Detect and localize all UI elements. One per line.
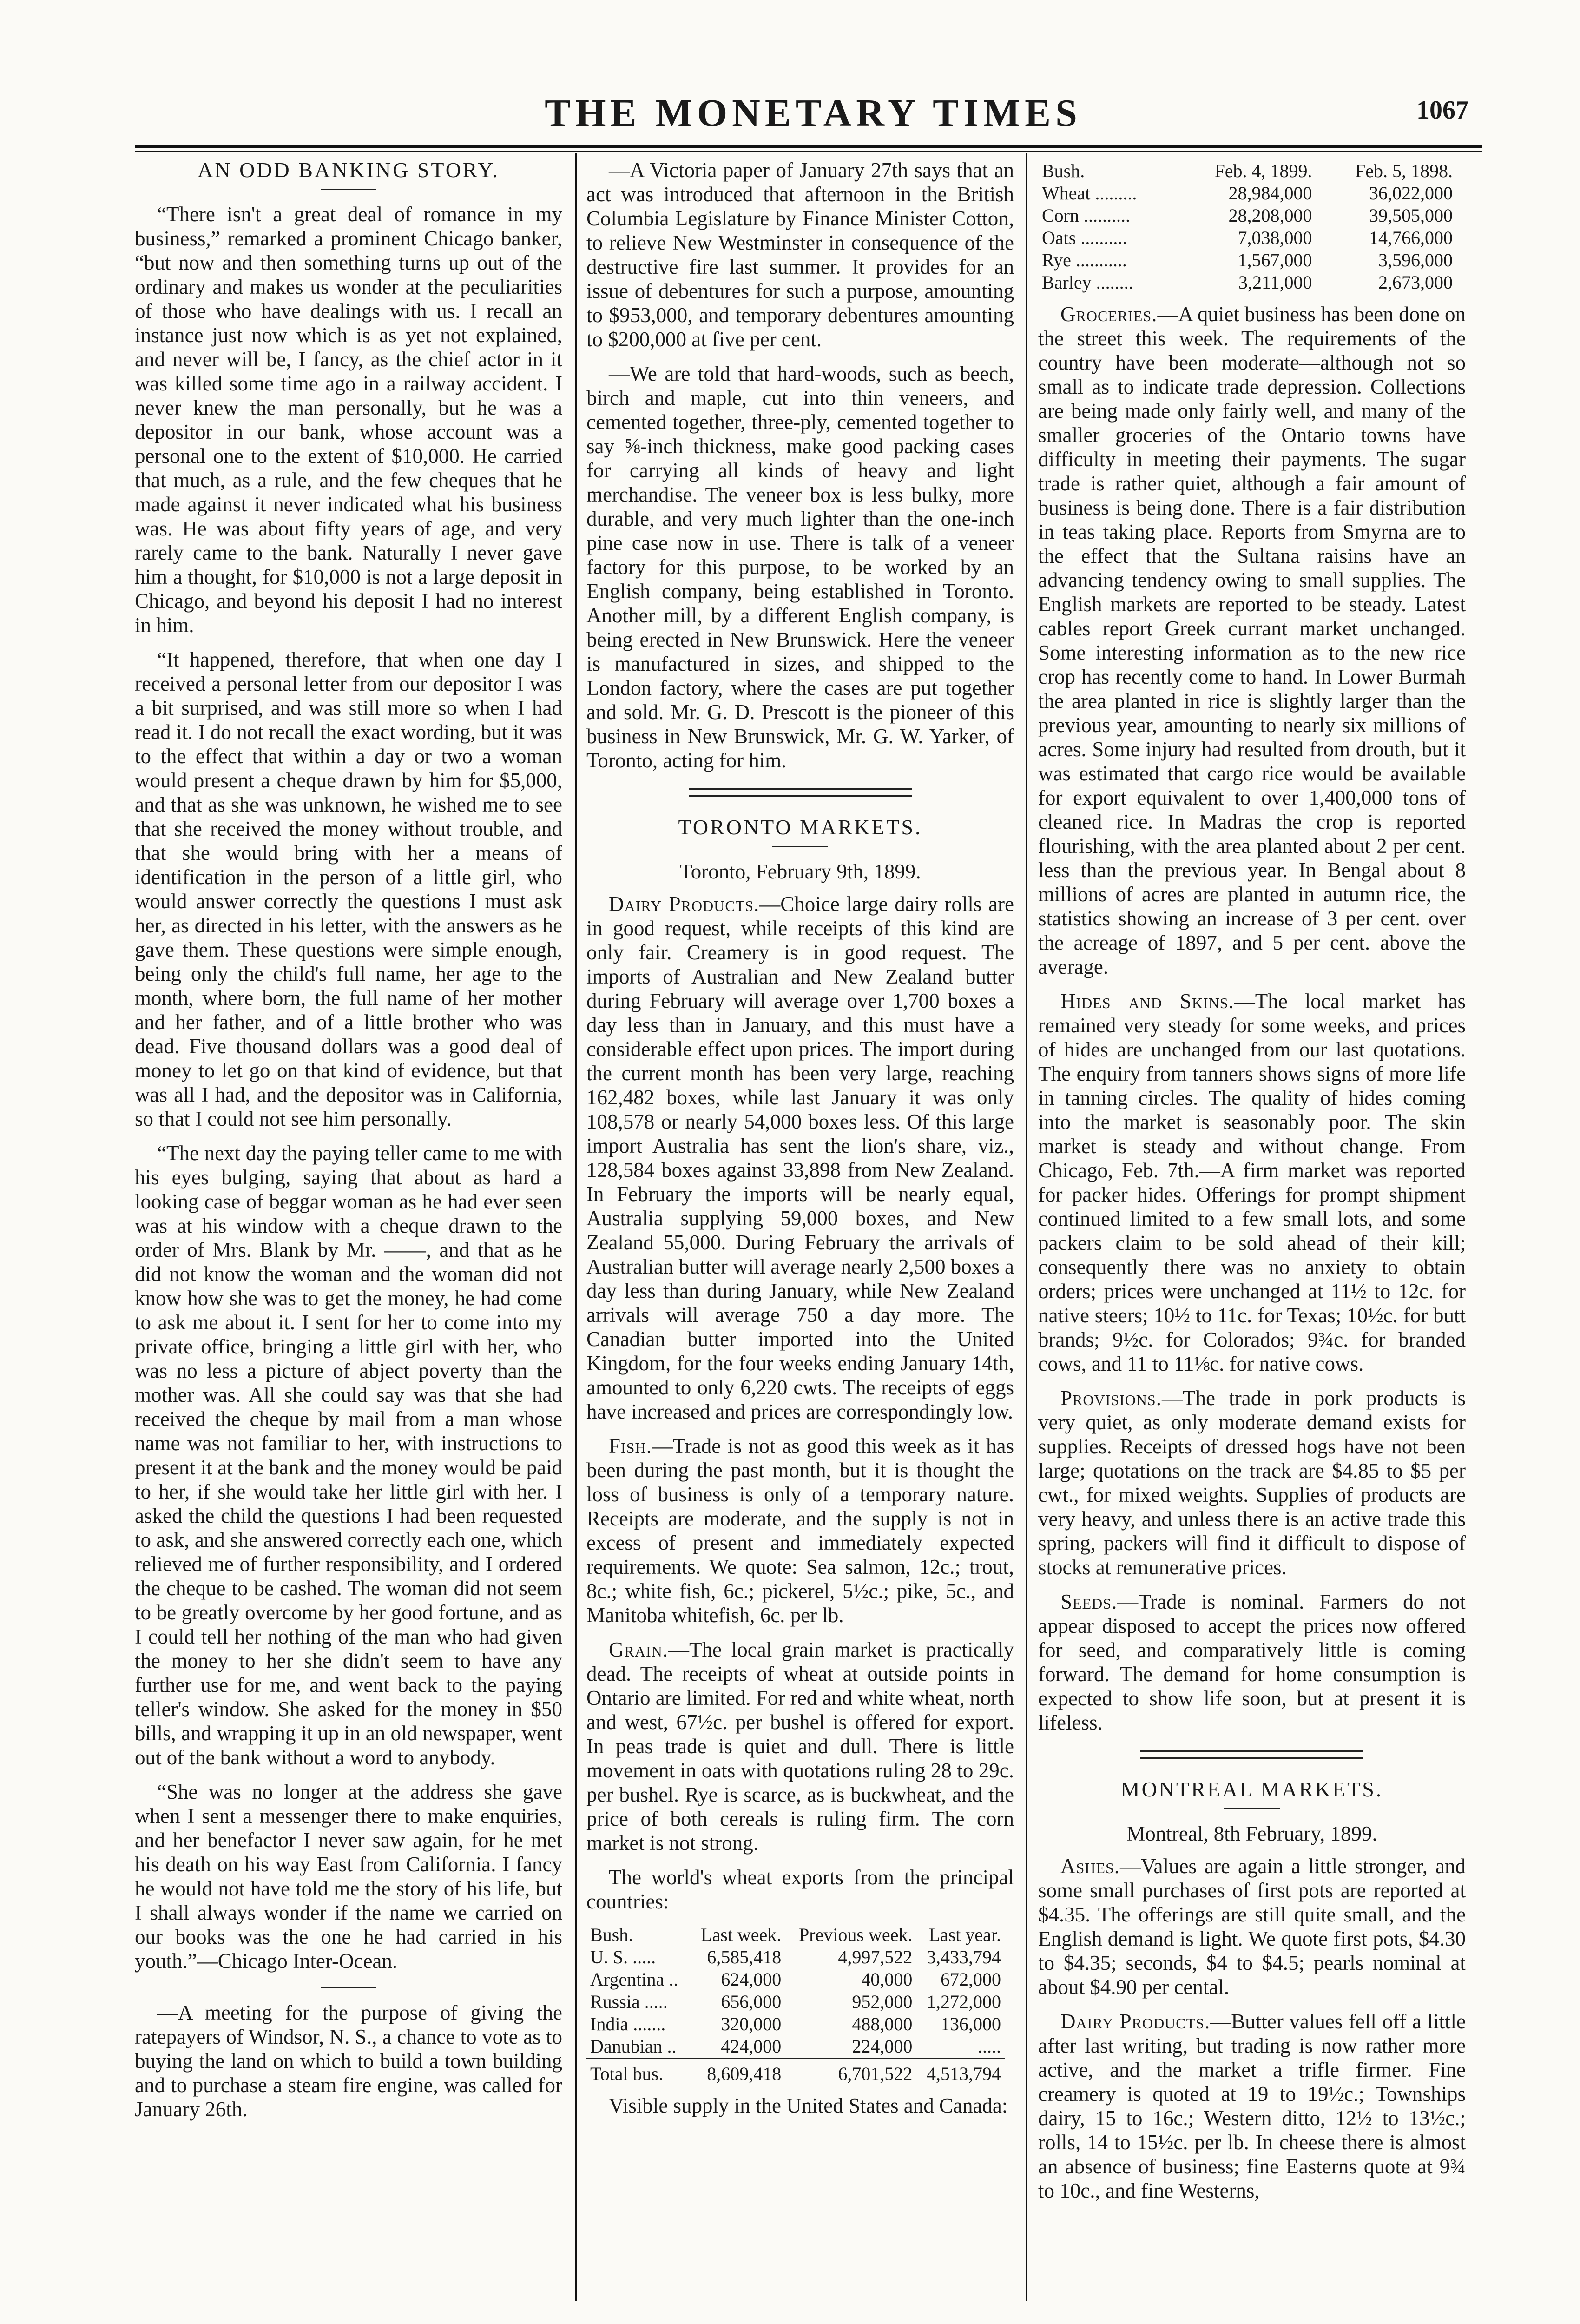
market-text: —Values are again a little stronger, and some small purchases of first pots are reported at $4.35. The offerings are still quite small, and the English demand is light. We quote first pots, $4.30 to $4.35; seconds, $4 to $4.5; pearls nominal at about $4.90 per cental. xyxy=(1038,1855,1466,1999)
market-report xyxy=(1038,1854,1466,1999)
market-text: —A quiet business has been done on the street this week. The requirements of the country have been moderate—although not so small as to indicate trade depression. Collections are being made only fairly well, and many of the smaller groceries of the Ontario towns have difficulty in meeting their payments. The sugar trade is rather quiet, although a fair amount of business is being done. There is a fair distribution in teas taking place. Reports from Smyrna are to the effect that the Sultana raisins have an advancing tendency owing to small supplies. The English markets are reported to be steady. Latest cables report Greek currant market unchanged. Some interesting information as to the new rice crop has recently come to hand. In Lower Burmah the area planted in rice is slightly larger than the previous year, amounting to nearly six millions of acres. Some injury had resulted from drouth, but it was estimated that cargo rice would be available for export equivalent to over 1,400,000 tons of cleaned rice. In Madras the crop is reported flourishing, with the area planted about 2 per cent. less than the previous year. In Bengal about 8 millions of acres are planted in autumn rice, the statistics showing an increase of 3 per cent. over the acreage of 1897, and 5 per cent. above the average. xyxy=(1038,303,1466,978)
table-cell: Barley ........ xyxy=(1042,272,1133,293)
market-text: —Trade is nominal. Farmers do not appear disposed to accept the prices now offered for seed, and comparatively little is coming forward. The demand for home consumption is expected to show life soon, but at present it is lifeless. xyxy=(1038,1590,1466,1734)
market-report xyxy=(586,1434,1014,1627)
table-total-row xyxy=(586,2059,1005,2086)
table-cell: 14,766,000 xyxy=(1369,227,1453,248)
market-label: Fish. xyxy=(609,1434,652,1458)
news-item: —A meeting for the purpose of giving the ratepayers of Windsor, N. S., a chance to vote as to buying the land on which to build a town building and to purchase a steam fire engine, was called for January 26th. xyxy=(135,2001,562,2121)
table-cell: 40,000 xyxy=(861,1969,913,1990)
market-report xyxy=(1038,1590,1466,1735)
table-cell: Total bus. xyxy=(586,2059,690,2086)
masthead-rule-top xyxy=(135,145,1482,148)
page-number: 1067 xyxy=(1416,96,1468,125)
table-row xyxy=(1038,271,1456,294)
market-label: Hides and Skins. xyxy=(1060,990,1234,1013)
heading-separator xyxy=(772,846,828,847)
article-paragraph: “It happened, therefore, that when one day I received a personal letter from our depositor I was a bit surprised, and was still more so when I had read it. I do not recall the exact wording, but it was to the effect that within a day or two a woman would present a cheque drawn by him for $5,000, and that as she was unknown, he wished me to see that she received the money without trouble, and that she would bring with her a means of identification in the person of a little girl, who would answer correctly the questions I must ask her, as directed in his letter, with the answers as he gave them. These questions were simple enough, being only the child's full name, her age to the month, where born, the full name of her mother and her father, and of a little brother who was dead. Five thousand dollars was a good deal of money to let go on that kind of evidence, but that was all I had, and the depositor was in California, so that I could not see him personally. xyxy=(135,648,562,1130)
table-cell: Russia ..... xyxy=(590,1991,668,2012)
table-header-row xyxy=(586,1924,1005,1946)
news-item: —A Victoria paper of January 27th says that an act was introduced that afternoon in the British Columbia Legislature by Finance Minister Cotton, to relieve New Westminster in consequence of the destructive fire last summer. It provides for an issue of debentures for such a purpose, amounting to $953,000, and temporary debentures amounting to $200,000 at five per cent. xyxy=(586,158,1014,351)
visible-supply-table xyxy=(1038,160,1456,294)
table-cell: 224,000 xyxy=(852,2036,913,2057)
market-report xyxy=(586,1637,1014,1855)
wheat-exports-table xyxy=(586,1924,1005,2085)
table-cell: 4,513,794 xyxy=(916,2059,1005,2086)
heading-separator xyxy=(1224,1808,1280,1809)
table-cell: 36,022,000 xyxy=(1369,183,1453,204)
table-cell: Argentina .. xyxy=(590,1969,678,1990)
table-cell: 136,000 xyxy=(941,2014,1001,2034)
market-label: Dairy Products. xyxy=(1060,2010,1211,2033)
table-row xyxy=(586,2013,1005,2035)
table-cell: 624,000 xyxy=(721,1969,782,1990)
table-cell: Oats .......... xyxy=(1042,227,1127,248)
masthead xyxy=(139,86,1487,142)
table-cell: 672,000 xyxy=(941,1969,1001,1990)
market-report xyxy=(1038,2009,1466,2203)
market-text: —The trade in pork products is very quiet, as only moderate demand exists for supplies. Receipts of dressed hogs have not been large; quotations on the track are $4.85 to $5 per cwt., for mixed weights. Supplies of products are very heavy, and unless there is an active trade this spring, packers will find it difficult to dispose of stocks at remunerative prices. xyxy=(1038,1386,1466,1579)
table-cell: 28,984,000 xyxy=(1228,183,1312,204)
table-cell: 4,997,522 xyxy=(838,1947,913,1967)
market-label: Ashes. xyxy=(1060,1855,1120,1878)
table-cell: 7,038,000 xyxy=(1238,227,1312,248)
table-row xyxy=(586,1968,1005,1991)
table-cell: 2,673,000 xyxy=(1378,272,1453,293)
table-row xyxy=(586,1991,1005,2013)
table-cell: Wheat ......... xyxy=(1042,183,1137,204)
table-cell: 6,585,418 xyxy=(707,1947,782,1967)
heading-separator xyxy=(321,189,376,190)
visible-supply-line: Visible supply in the United States and Canada: xyxy=(609,2094,1008,2117)
table-cell: 39,505,000 xyxy=(1369,205,1453,226)
market-report xyxy=(1038,1386,1466,1579)
table-cell: 1,272,000 xyxy=(927,1991,1001,2012)
table-cell: 656,000 xyxy=(721,1991,782,2012)
column-right xyxy=(1038,158,1466,2312)
market-text: —The local grain market is practically dead. The receipts of wheat at outside points in Ontario are limited. For red and white wheat, north and west, 67½c. per bushel is offered for export. In peas trade is quiet and dull. There is little movement in oats with quotations ruling 28 to 29c. per bushel. Rye is scarce, as is buckwheat, and the price of both cereals is ruling firm. The corn market is not strong. xyxy=(586,1638,1014,1855)
table-header: Feb. 4, 1899. xyxy=(1214,160,1312,181)
market-label: Provisions. xyxy=(1060,1386,1162,1410)
market-label: Dairy Products. xyxy=(609,892,760,916)
article-heading: AN ODD BANKING STORY. xyxy=(198,158,500,182)
table-row xyxy=(1038,205,1456,227)
table-row xyxy=(1038,182,1456,205)
table-cell: 8,609,418 xyxy=(690,2059,785,2086)
table-cell: 424,000 xyxy=(721,2036,782,2057)
article-paragraph: “She was no longer at the address she gave when I sent a messenger there to make enquiries, and her benefactor I never saw again, for he met his death on his way East from California. I fancy he would not have told me the story of his life, but I shall always wonder if the name we carried on our books was the one he had carried in his youth.”—Chicago Inter-Ocean. xyxy=(135,1780,562,1973)
column-rule-2 xyxy=(1026,153,1027,2301)
table-cell: U. S. ..... xyxy=(590,1947,656,1967)
table-header: Feb. 5, 1898. xyxy=(1355,160,1453,181)
table-header: Last week. xyxy=(701,1924,782,1945)
market-label: Seeds. xyxy=(1060,1590,1118,1613)
market-text: —Trade is not as good this week as it has been during the past month, but it is thought the loss of business is only of a temporary nature. Receipts are moderate, and the supply is not in excess of present and immediately expected requirements. We quote: Sea salmon, 12c.; trout, 8c.; white fish, 6c.; pickerel, 5½c.; pike, 5c., and Manitoba whitefish, 6c. per lb. xyxy=(586,1434,1014,1627)
market-text: —Choice large dairy rolls are in good request, while receipts of this kind are only fair. Creamery is in good request. The imports of Australian and New Zealand butter during February will average over 1,700 boxes a day less than in January, and this must have a considerable effect upon prices. The import during the current month has been very large, reaching 162,482 boxes, while last January it was only 108,578 or nearly 54,000 boxes less. Of this large import Australia has sent the lion's share, viz., 128,584 boxes against 33,898 from New Zealand. In February the imports will be nearly equal, Australia supplying 59,000 boxes, and New Zealand 55,000. During February the arrivals of Australian butter will average nearly 2,500 boxes a day less than during January, while New Zealand arrivals will average 750 a day more. The Canadian butter imported into the United Kingdom, for the four weeks ending January 14th, amounted to only 6,220 cwts. The receipts of eggs have increased and prices are correspondingly low. xyxy=(586,892,1014,1423)
table-cell: 6,701,522 xyxy=(785,2059,916,2086)
table-cell: 952,000 xyxy=(852,1991,913,2012)
column-left xyxy=(135,158,562,2312)
table-header: Last year. xyxy=(928,1924,1001,1945)
market-label: Groceries. xyxy=(1060,303,1158,326)
section-separator xyxy=(1140,1750,1363,1759)
article-paragraph: “There isn't a great deal of romance in my business,” remarked a prominent Chicago banker, “but now and then something turns up out of the ordinary and makes us wonder at the peculiarities of those who have dealings with us. I recall an instance just now which is as yet not explained, and never will be, I fancy, as the chief actor in it was killed some time ago in a railway accident. I never knew the man personally, but he was a depositor in our bank, whose account was a personal one to the extent of $10,000. He carried that much, as a rule, and the few cheques that he made against it never indicated what his business was. He was about fifty years of age, and very rarely came to the bank. Naturally I never gave him a thought, for $10,000 is not a large deposit in Chicago, and beyond his deposit I had no interest in him. xyxy=(135,203,562,637)
news-item: —We are told that hard-woods, such as beech, birch and maple, cut into thin veneers, and cemented together, three-ply, cemented together to say ⅝-inch thickness, make good packing cases for carrying all kinds of heavy and light merchandise. The veneer box is less bulky, more durable, and very much lighter than the one-inch pine case now in use. There is talk of a veneer factory for this purpose, to be worked by an English company, being established in Toronto. Another mill, by a different English company, is being erected in New Brunswick. Here the veneer is manufactured in sizes, and shipped to the London factory, where the cases are put together and sold. Mr. G. D. Prescott is the pioneer of this business in New Brunswick, Mr. G. W. Yarker, of Toronto, acting for him. xyxy=(586,362,1014,772)
table-row xyxy=(586,1946,1005,1968)
table-cell: 3,596,000 xyxy=(1378,250,1453,271)
column-middle xyxy=(586,158,1014,2312)
column-rule-1 xyxy=(575,153,577,2301)
table-row xyxy=(1038,249,1456,271)
table-cell: ..... xyxy=(978,2036,1001,2057)
table-cell: 488,000 xyxy=(852,2014,913,2034)
section-heading: MONTREAL MARKETS. xyxy=(1120,1777,1383,1801)
dateline: Toronto, February 9th, 1899. xyxy=(679,860,921,883)
market-label: Grain. xyxy=(609,1638,668,1661)
section-separator xyxy=(689,788,912,797)
table-header-row xyxy=(1038,160,1456,182)
item-separator xyxy=(321,1987,376,1988)
table-cell: Corn .......... xyxy=(1042,205,1130,226)
table-cell: Danubian .. xyxy=(590,2036,677,2057)
table-row xyxy=(1038,227,1456,249)
section-heading: TORONTO MARKETS. xyxy=(678,815,922,839)
dateline: Montreal, 8th February, 1899. xyxy=(1126,1822,1377,1845)
table-cell: 3,433,794 xyxy=(927,1947,1001,1967)
table-cell: 1,567,000 xyxy=(1238,250,1312,271)
table-cell: 3,211,000 xyxy=(1238,272,1312,293)
table-row xyxy=(586,2035,1005,2059)
market-text: —The local market has remained very steady for some weeks, and prices of hides are unchanged from our last quotations. The enquiry from tanners shows signs of more life in tanning circles. The quality of hides coming into the market is seasonably poor. The skin market is steady and without change. From Chicago, Feb. 7th.—A firm market was reported for packer hides. Offerings for prompt shipment continued limited to a few small lots, and some packers claim to be sold ahead of their kill; consequently there was no anxiety to obtain orders; prices were unchanged at 11½ to 12c. for native steers; 10½ to 11c. for Texas; 10½c. for butt brands; 9½c. for Colorados; 9¾c. for branded cows, and 11 to 11⅛c. for native cows. xyxy=(1038,990,1466,1375)
masthead-rule-bottom xyxy=(135,151,1482,152)
table-cell: India ....... xyxy=(590,2014,666,2034)
article-paragraph: “The next day the paying teller came to me with his eyes bulging, saying that about as hard a looking case of beggar woman as he had ever seen was at his window with a cheque drawn to the order of Mrs. Blank by Mr. ——, and that as he did not know the woman and the woman did not know how she was to get the money, he had come to ask me about it. I sent for her to come into my private office, bringing a little girl with her, who was no less a picture of abject poverty than the mother was. All she could say was that she had received the cheque by mail from a man whose name was not familiar to her, with instructions to present it at the bank and the money would be paid to her, if she would take her little girl with her. I asked the child the questions I had been requested to ask, and she answered correctly each one, which relieved me of further responsibility, and I ordered the cheque to be cashed. The woman did not seem to be greatly overcome by her good fortune, and as I could tell her nothing of the man who had given the money to her she didn't seem to have any further use for me, and went back to the paying teller's window. She asked for the money in $50 bills, and wrapping it up in an old newspaper, went out of the bank without a word to anybody. xyxy=(135,1142,562,1769)
table-header: Previous week. xyxy=(798,1924,913,1945)
masthead-title: THE MONETARY TIMES xyxy=(545,92,1082,135)
market-report xyxy=(586,892,1014,1424)
table-header: Bush. xyxy=(590,1924,633,1945)
market-text: —Butter values fell off a little after last writing, but trading is now rather more active, and the market a trifle firmer. Fine creamery is quoted at 19 to 19½c.; Townships dairy, 15 to 16c.; Western ditto, 12½ to 13½c.; rolls, 14 to 15½c. per lb. In cheese there is almost an absence of business; fine Easterns quote at 9¾ to 10c., and fine Westerns, xyxy=(1038,2010,1466,2202)
table-cell: 320,000 xyxy=(721,2014,782,2034)
wheat-intro: The world's wheat exports from the principal countries: xyxy=(586,1866,1014,1913)
table-cell: Rye ........... xyxy=(1042,250,1127,271)
table-header: Bush. xyxy=(1042,160,1085,181)
market-report xyxy=(1038,302,1466,979)
market-report xyxy=(1038,989,1466,1376)
table-cell: 28,208,000 xyxy=(1228,205,1312,226)
